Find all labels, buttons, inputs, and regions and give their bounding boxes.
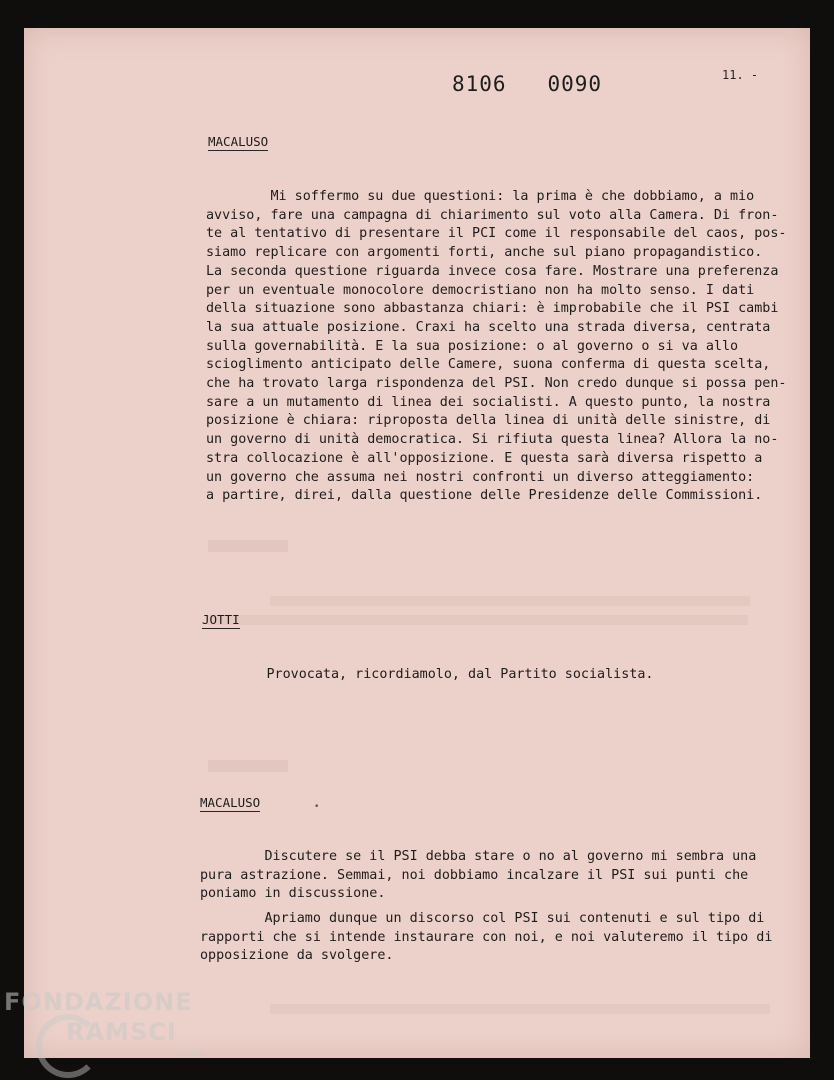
speech-paragraph: Apriamo dunque un discorso col PSI sui contenuti e sul tipo di rapporti che si intende instaurare con noi, e noi valuteremo il tipo di opposizione da svolgere. <box>200 911 773 964</box>
speech-paragraph: Discutere se il PSI debba stare o no al governo mi sembra una pura astrazione. Semmai, noi dobbiamo incalzare il PSI sui punti che poniamo in discussione. <box>200 849 757 902</box>
fondazione-gramsci-logo: FONDAZIONE RAMSCI onlus <box>4 988 234 1080</box>
speaker-label: MACALUSO <box>200 795 261 810</box>
speech-paragraph: Mi soffermo su due questioni: la prima è che dobbiamo, a mio avviso, fare una campagna di chiarimento sul voto alla Camera. Di fron- te al tentativo di presentare il PCI come il responsabile del caos, pos- siamo replicare con argomenti forti, anche sul piano propagandistico. La seconda questione riguarda invece cosa fare. Mostrare una preferenza per un eventuale monocolore democristiano non ha molto senso. I dati della situazione sono abbastanza chiari: è improbabile che il PSI cambi la sua attuale posizione. Craxi ha scelto una strada diversa, centrata sulla governabilità. E la sua posizione: o al governo o si va allo scioglimento anticipato delle Camere, suona conferma di questa scelta, che ha trovato larga rispondenza del PSI. Non credo dunque si possa pen- sare a un mutamento di linea dei socialisti. A questo punto, la nostra posizione è chiara: riproposta della linea di unità delle sinistre, di un governo di unità democratica. Si rifiuta questa linea? Allora la no- stra collocazione è all'opposizione. E questa sarà diversa rispetto a un governo che assuma nei nostri confronti un diverso atteggiamento: a partire, direi, dalla questione delle Presidenze delle Commissioni. <box>206 189 787 504</box>
bleed-through-ghost <box>270 596 750 606</box>
ink-mark: • <box>314 802 320 812</box>
speaker-label: JOTTI <box>202 612 240 627</box>
document-number: 8106 0090 <box>452 72 603 96</box>
bleed-through-ghost <box>208 760 288 772</box>
bleed-through-ghost <box>208 615 748 625</box>
speaker-label: MACALUSO <box>208 134 269 149</box>
speech-paragraph: Provocata, ricordiamolo, dal Partito socialista. <box>202 667 654 682</box>
page-number: 11. - <box>722 68 759 82</box>
bleed-through-ghost <box>208 540 288 552</box>
bleed-through-ghost <box>270 1004 770 1014</box>
